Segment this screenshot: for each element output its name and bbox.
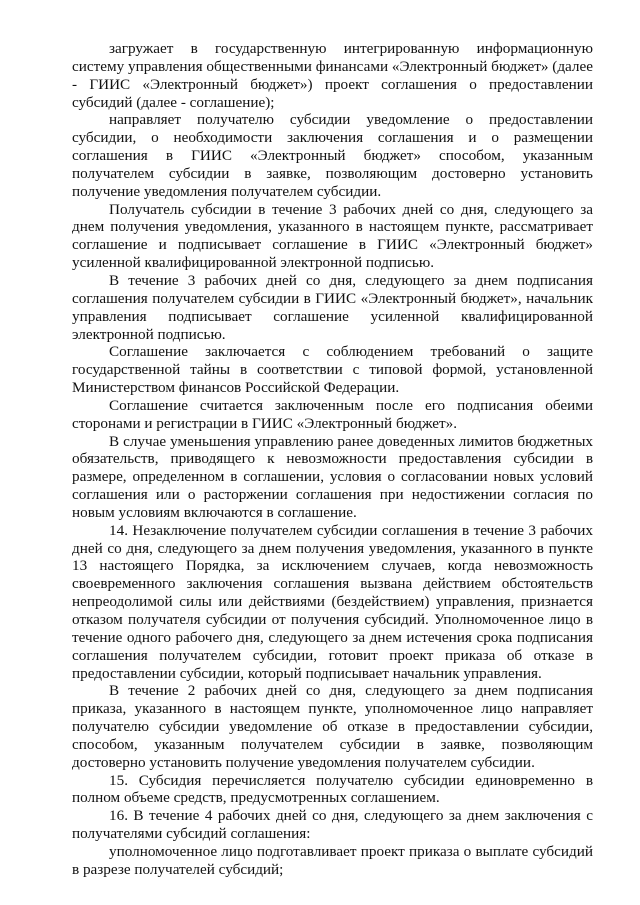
paragraph: Получатель субсидии в течение 3 рабочих дней со дня, следующего за днем получения уведомления, указанного в настоящем пункте, рассматривает соглашение и подписывает соглашение в ГИИС «Электронный бюджет» усиленной квалифицированной электронной подписью. [72,200,593,272]
paragraph-section-15: 15. Субсидия перечисляется получателю субсидии единовременно в полном объеме средств, предусмотренных соглашением. [72,771,593,807]
paragraph: В случае уменьшения управлению ранее доведенных лимитов бюджетных обязательств, приводящего к невозможности предоставления субсидии в размере, определенном в соглашении, условия о согласовании новых условий соглашения или о расторжении соглашения при недостижении согласия по новым условиям включаются в соглашение. [72,432,593,521]
paragraph: Соглашение считается заключенным после его подписания обеими сторонами и регистрации в ГИИС «Электронный бюджет». [72,396,593,432]
paragraph: направляет получателю субсидии уведомление о предоставлении субсидии, о необходимости заключения соглашения и о размещении соглашения в ГИИС «Электронный бюджет» способом, указанным получателем субсидии в заявке, позволяющим достоверно установить получение уведомления получателем субсидии. [72,111,593,200]
paragraph: Соглашение заключается с соблюдением требований о защите государственной тайны в соответствии с типовой формой, установленной Министерством финансов Российской Федерации. [72,343,593,397]
paragraph: В течение 2 рабочих дней со дня, следующего за днем подписания приказа, указанного в настоящем пункте, уполномоченное лицо направляет получателю субсидии уведомление об отказе в предоставлении субсидии, способом, указанным получателем субсидии в заявке, позволяющим достоверно установить получение уведомления получателем субсидии. [72,682,593,771]
paragraph: уполномоченное лицо подготавливает проект приказа о выплате субсидий в разрезе получателей субсидий; [72,842,593,878]
paragraph-section-16: 16. В течение 4 рабочих дней со дня, следующего за днем заключения с получателями субсидий соглашения: [72,807,593,843]
document-body [72,40,593,879]
paragraph-section-14: 14. Незаключение получателем субсидии соглашения в течение 3 рабочих дней со дня, следующего за днем получения уведомления, указанного в пункте 13 настоящего Порядка, за исключением случаев, когда невозможность своевременного заключения соглашения вызвана действием обстоятельств непреодолимой силы или действиями (бездействием) управления, признается отказом получателя субсидии от получения субсидий. Уполномоченное лицо в течение одного рабочего дня, следующего за днем истечения срока подписания соглашения получателем субсидии, готовит проект приказа об отказе в предоставлении субсидии, который подписывает начальник управления. [72,521,593,682]
paragraph: В течение 3 рабочих дней со дня, следующего за днем подписания соглашения получателем субсидии в ГИИС «Электронный бюджет», начальник управления подписывает соглашение усиленной квалифицированной электронной подписью. [72,271,593,343]
paragraph: загружает в государственную интегрированную информационную систему управления общественными финансами «Электронный бюджет» (далее - ГИИС «Электронный бюджет») проект соглашения о предоставлении субсидий (далее - соглашение); [72,40,593,111]
